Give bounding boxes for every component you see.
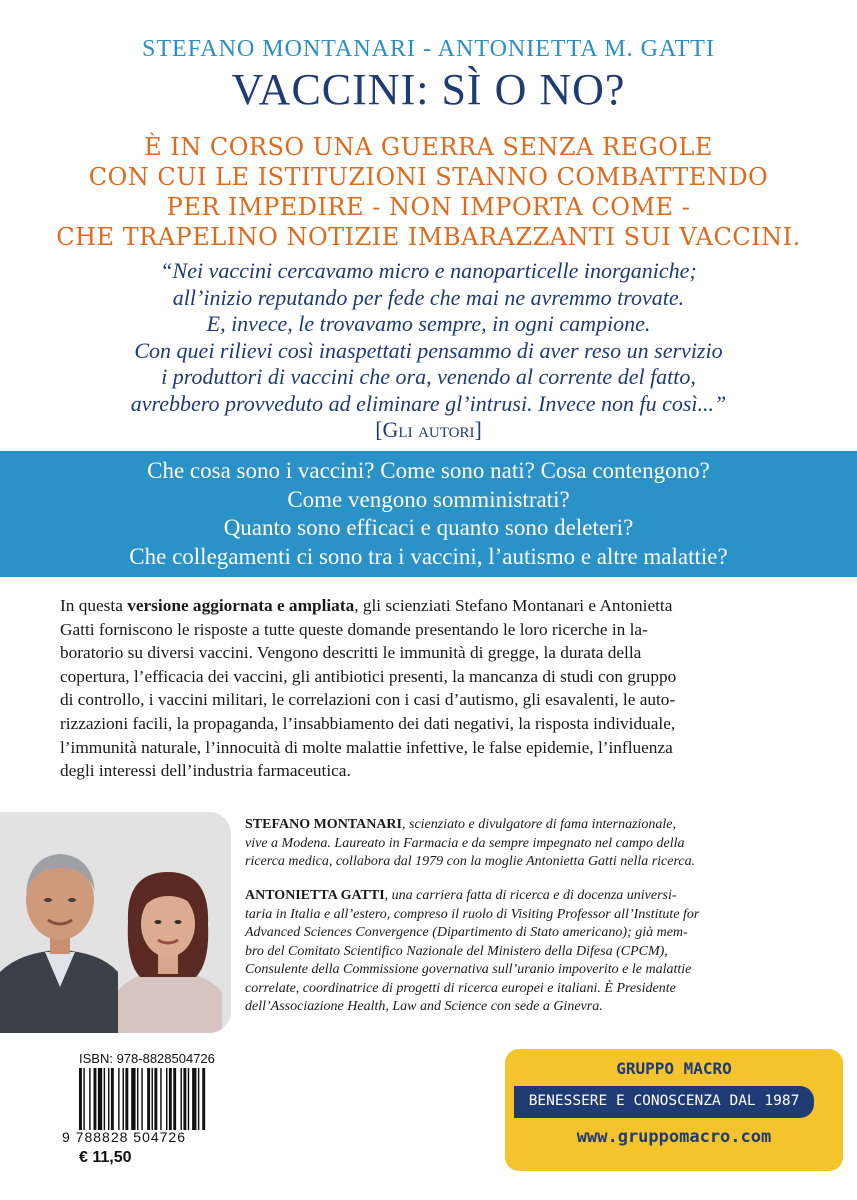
bio-line: vive a Modena. Laureato in Farmacia e da sempre impegnato nel campo della	[245, 835, 685, 851]
barcode-bar	[169, 1068, 172, 1130]
barcode-bar	[94, 1068, 97, 1130]
barcode-bar	[137, 1068, 138, 1130]
description	[60, 594, 800, 783]
barcode-bar	[181, 1068, 182, 1130]
authors-line: STEFANO MONTANARI - ANTONIETTA M. GATTI	[142, 36, 715, 62]
authors-photo	[0, 812, 231, 1033]
description-line: copertura, l’efficacia dei vaccini, gli antibiotici presenti, la mancanza di studi con gruppo	[60, 666, 677, 686]
description-line: degli interessi dell’industria farmaceutica.	[60, 761, 351, 781]
barcode-digits: 9 788828 504726	[62, 1129, 186, 1145]
headline	[0, 132, 857, 252]
quote-attribution: [Gli autori]	[375, 417, 482, 442]
barcode-bar	[192, 1068, 196, 1130]
questions-text	[0, 457, 857, 571]
bio-line: dell’Associazione Health, Law and Science con sede a Ginevra.	[245, 999, 603, 1014]
book-title: VACCINI: SÌ O NO?	[231, 65, 626, 114]
publisher-tagline: BENESSERE E CONOSCENZA DAL 1987	[528, 1093, 800, 1109]
bio-line: bro del Comitato Scientifico Nazionale del Ministero della Difesa (CPCM),	[245, 943, 668, 959]
price: € 11,50	[79, 1149, 132, 1166]
barcode-bar	[202, 1068, 205, 1130]
barcode-bar	[125, 1068, 128, 1130]
quote-line: all’inizio reputando per fede che mai ne avremmo trovate.	[172, 284, 685, 310]
barcode-icon	[79, 1068, 241, 1130]
barcode-bar	[166, 1068, 167, 1130]
barcode-bar	[118, 1068, 119, 1130]
headline-line: CON CUI LE ISTITUZIONI STANNO COMBATTENDO	[88, 163, 769, 191]
bio-line: ricerca medica, collabora dal 1979 con la moglie Antonietta Gatti nella ricerca.	[245, 854, 696, 869]
quote-line: Con quei rilievi così inaspettati pensammo di aver reso un servizio	[134, 337, 723, 363]
description-line: boratorio su diversi vaccini. Vengono descritti le immunità di gregge, la durata della	[60, 643, 642, 663]
bio-name: ANTONIETTA GATTI	[245, 888, 385, 903]
author-quote	[0, 258, 857, 444]
barcode-bar	[173, 1068, 176, 1130]
bio-text: , una carriera fatta di ricerca e di docenza universi-	[384, 888, 677, 903]
question-line: Che cosa sono i vaccini? Come sono nati? Cosa contengono?	[147, 458, 710, 483]
quote-line: i produttori di vaccini che ora, venendo al corrente del fatto,	[161, 364, 696, 389]
barcode-bar	[160, 1068, 161, 1130]
bio-line	[245, 816, 815, 835]
quote-line: E, invece, le trovavamo sempre, in ogni campione.	[206, 311, 651, 336]
barcode-bar	[131, 1068, 135, 1130]
bio-line: Advanced Sciences Convergence (Dipartimento di Stato americano); già mem-	[245, 925, 688, 940]
question-line: Che collegamenti ci sono tra i vaccini, l’autismo e altre malattie?	[129, 543, 728, 569]
description-line: l’immunità naturale, l’innocuità di molte malattie infettive, le false epidemie, l’influenza	[60, 737, 673, 757]
description-line	[60, 594, 800, 618]
barcode-bar	[123, 1068, 124, 1130]
bio-line: correlate, coordinatrice di progetti di ricerca europei e italiani. È Presidente	[245, 980, 676, 996]
bio-line: Consulente della Commissione governativa sull’uranio impoverito e le malattie	[245, 962, 692, 977]
barcode-bar	[89, 1068, 90, 1130]
publisher-name: GRUPPO MACRO	[616, 1059, 732, 1078]
publisher-url[interactable]: www.gruppomacro.com	[576, 1127, 772, 1147]
description-prefix: In questa	[60, 596, 128, 615]
description-bold: versione aggiornata e ampliata	[127, 596, 355, 615]
question-line: Quanto sono efficaci e quanto sono deleteri?	[223, 515, 634, 540]
headline-line: PER IMPEDIRE - NON IMPORTA COME -	[166, 193, 691, 221]
barcode-bar	[147, 1068, 150, 1130]
question-line: Come vengono somministrati?	[287, 486, 570, 512]
description-line: di controllo, i vaccini militari, le correlazioni con i casi d’autismo, gli esavalenti, le auto-	[60, 690, 676, 710]
barcode-bar	[198, 1068, 199, 1130]
bio-montanari	[245, 816, 815, 872]
barcode-bar	[188, 1068, 189, 1130]
headline-line: CHE TRAPELINO NOTIZIE IMBARAZZANTI SUI VACCINI.	[56, 223, 801, 251]
barcode-bar	[111, 1068, 114, 1130]
isbn-label: ISBN: 978-8828504726	[79, 1051, 215, 1066]
headline-line: È IN CORSO UNA GUERRA SENZA REGOLE	[144, 133, 713, 161]
barcode-bar	[108, 1068, 109, 1130]
bio-line: taria in Italia e all’estero, compreso il ruolo di Visiting Professor all’Institute for	[245, 906, 700, 922]
description-line: Gatti forniscono le risposte a tutte queste domande presentando le loro ricerche in la-	[60, 619, 648, 639]
bio-text: , scienziato e divulgatore di fama internazionale,	[402, 817, 677, 832]
barcode-bar	[83, 1068, 84, 1130]
barcode-bar	[154, 1068, 157, 1130]
bio-gatti	[245, 887, 815, 1017]
barcode-bar	[104, 1068, 105, 1130]
description-line: rizzazioni facili, la propaganda, l’insabbiamento dei dati negativi, la risposta individuale,	[60, 713, 676, 733]
description-suffix: , gli scienziati Stefano Montanari e Antonietta	[354, 596, 673, 615]
barcode-bar	[79, 1068, 82, 1130]
barcode-bar	[183, 1068, 186, 1130]
quote-line: avrebbero provveduto ad eliminare gl’intrusi. Invece non fu così...”	[130, 390, 727, 416]
quote-line: “Nei vaccini cercavamo micro e nanoparticelle inorganiche;	[160, 258, 697, 283]
barcode-bar	[98, 1068, 102, 1130]
barcode-bar	[152, 1068, 153, 1130]
bio-line	[245, 887, 815, 906]
bio-name: STEFANO MONTANARI	[245, 817, 402, 832]
barcode-bar	[141, 1068, 142, 1130]
